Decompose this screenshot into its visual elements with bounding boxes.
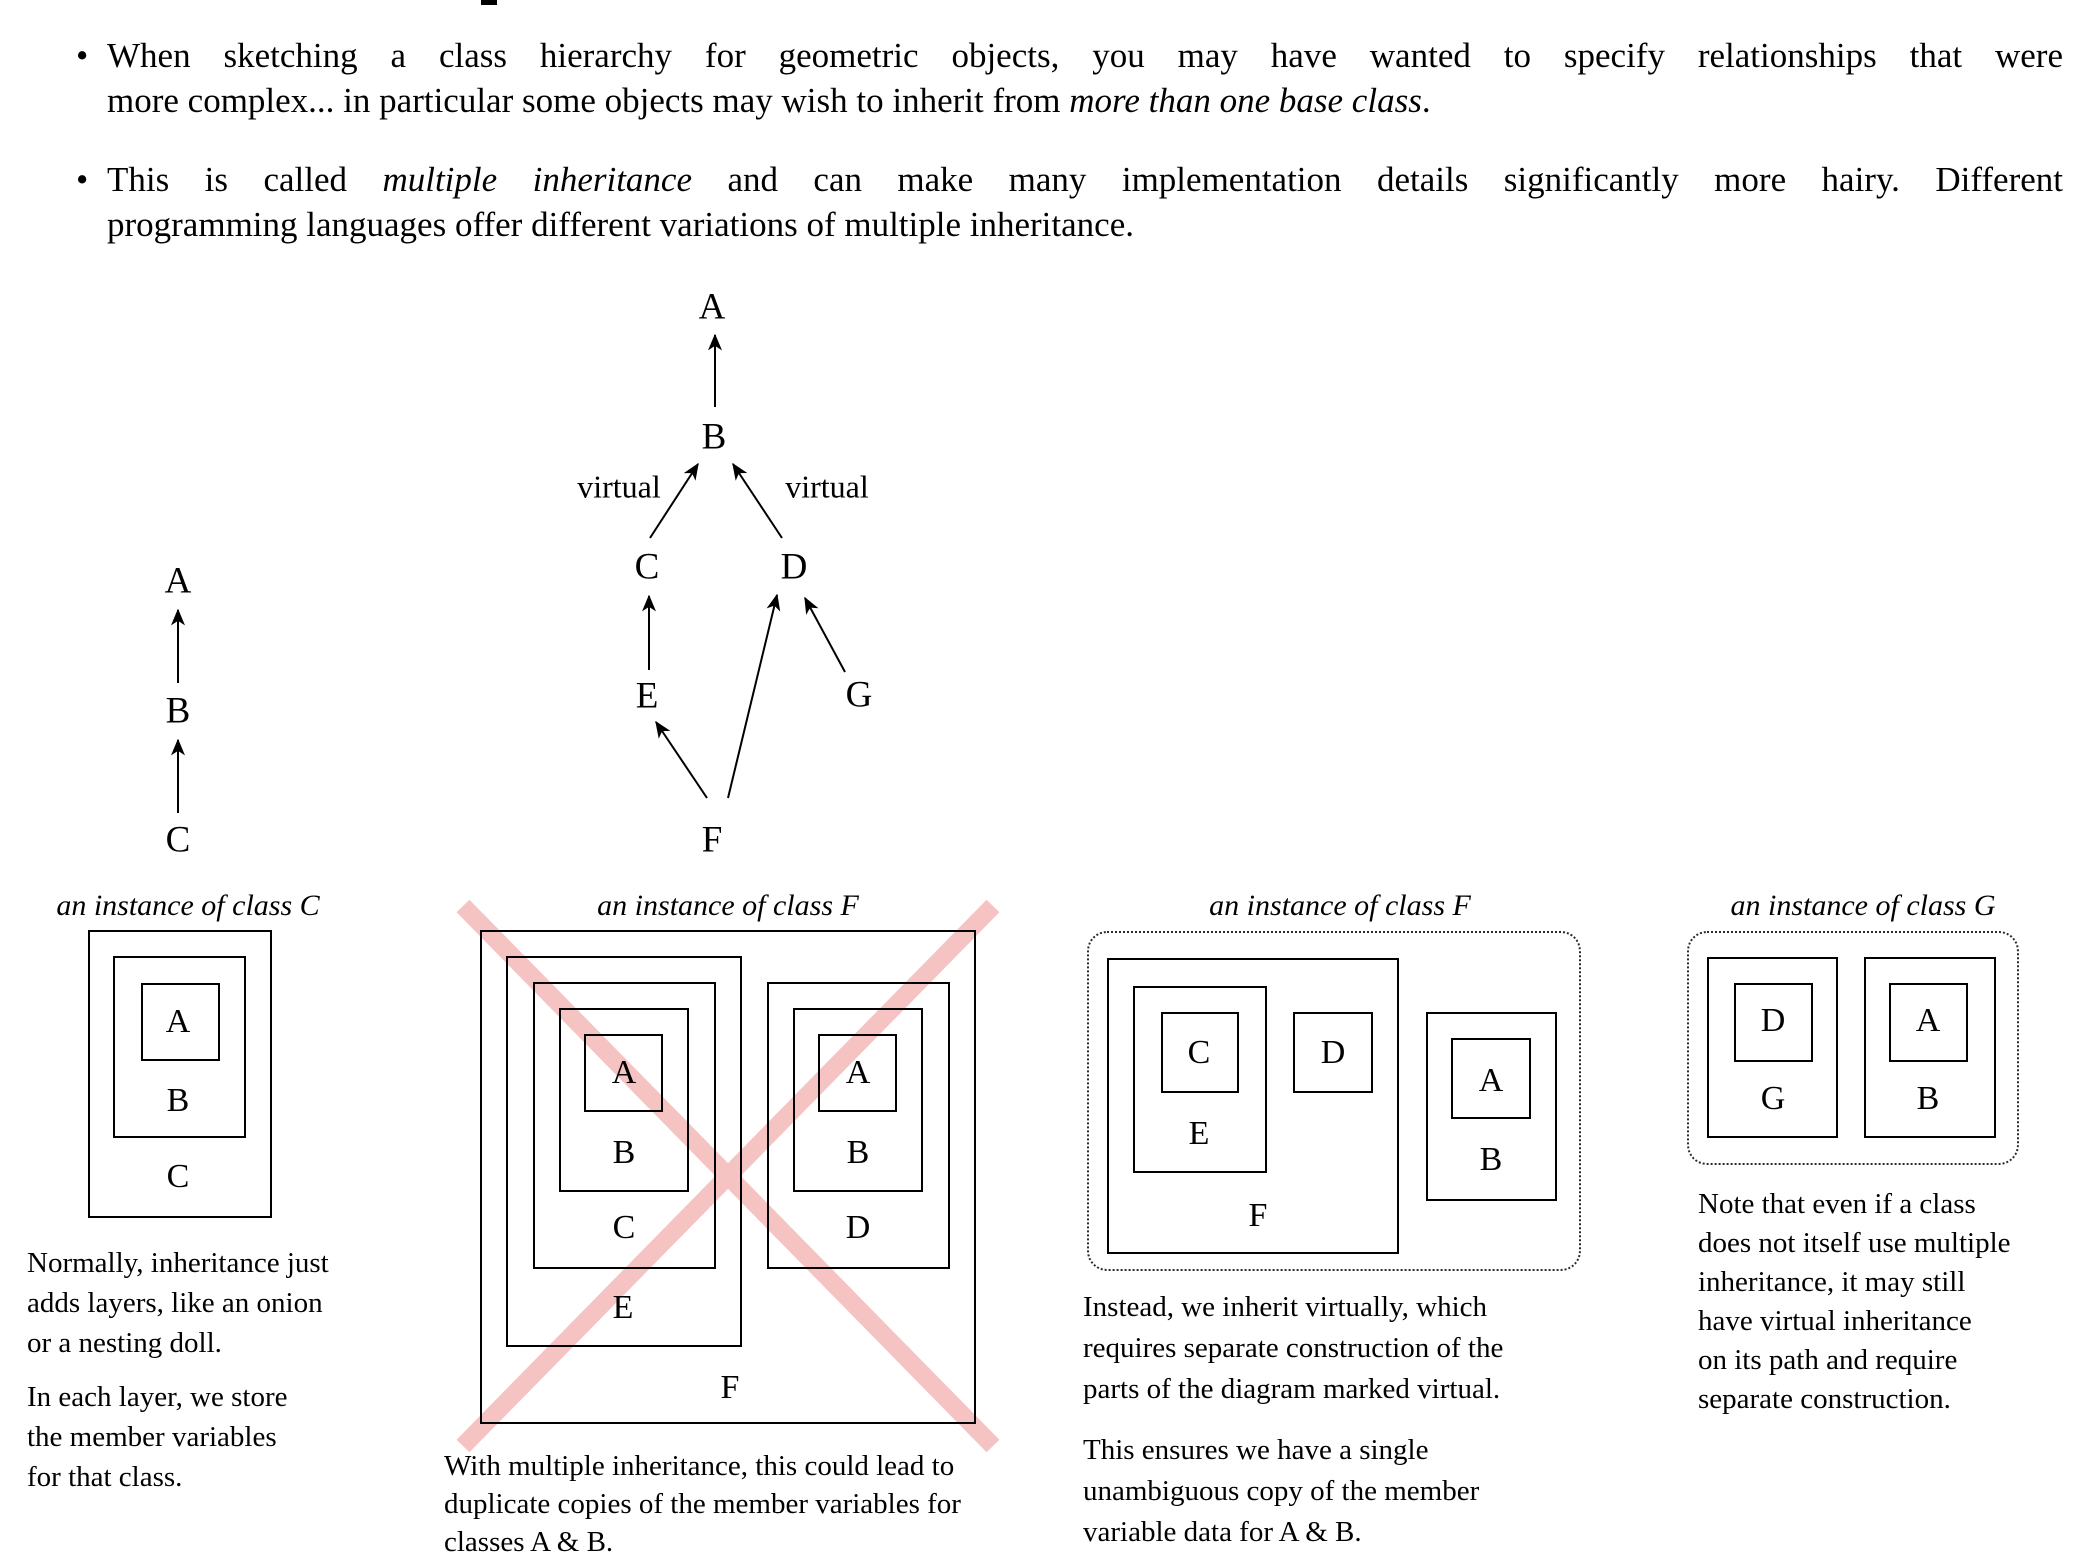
instance-f-dup-label-d: D [845, 1209, 871, 1246]
instance-g-title: an instance of class G [1730, 889, 1996, 922]
instance-f-dup-label-b2: B [846, 1134, 870, 1171]
bullet-1-emphasis: more than one base class [1069, 81, 1422, 120]
instance-f-virt-caption [1083, 1287, 1503, 1553]
hier-main-node-a: A [698, 286, 726, 328]
hier-main-node-b: B [701, 416, 727, 458]
bullet-1-line-1: When sketching a class hierarchy for geometric objects, you may have wanted to specify relationships that were [107, 36, 2063, 75]
hier-main-node-d: D [780, 546, 808, 588]
instance-g-caption-p1: Note that even if a class does not itself use multiple inheritance, it may still have virtual inheritance on its path and require separate construction. [1698, 1188, 2011, 1415]
cut-off-title-fragment [481, 0, 497, 5]
hier-main-node-g: G [845, 674, 873, 716]
instance-g-label-d: D [1760, 1002, 1786, 1039]
instance-c-label-c: C [166, 1158, 190, 1195]
bullet-1-marker: • [76, 36, 89, 75]
instance-f-dup-label-e: E [612, 1289, 634, 1326]
instance-f-dup-label-a1: A [611, 1054, 637, 1091]
bullet-1-line-2 [107, 78, 2063, 123]
instance-f-dup-title: an instance of class F [597, 889, 859, 922]
bullet-2-line-1-pre: This is called [107, 160, 383, 199]
instance-f-dup-label-f: F [720, 1369, 740, 1406]
hier-left-node-b: B [165, 690, 191, 732]
hier-left-node-a: A [164, 560, 192, 602]
virtual-label-left: virtual [577, 468, 661, 505]
instance-g-label-b: B [1916, 1080, 1940, 1117]
bullet-2-line-1-post: and can make many implementation details significantly more hairy. Different [692, 160, 2063, 199]
instance-f-dup-caption-p1: With multiple inheritance, this could lead to duplicate copies of the member variables for classes A & B. [444, 1450, 961, 1558]
instance-f-virt-label-e: E [1188, 1115, 1210, 1152]
instance-f-dup-caption [444, 1447, 961, 1561]
hier-left-node-c: C [165, 819, 191, 861]
instance-f-virt-label-b: B [1479, 1141, 1503, 1178]
arrow-d-to-b [733, 464, 782, 538]
virtual-label-right: virtual [785, 468, 869, 505]
instance-f-virt-label-f: F [1248, 1197, 1268, 1234]
bullet-2 [107, 157, 2063, 247]
bullet-1-line-2-period: . [1421, 81, 1431, 120]
hier-main-node-f: F [701, 819, 723, 861]
arrow-f-to-d [728, 595, 777, 798]
hier-main-node-c: C [634, 546, 660, 588]
bullet-1 [107, 33, 2063, 123]
instance-f-dup-label-c: C [612, 1209, 636, 1246]
instance-f-virt-title: an instance of class F [1209, 889, 1471, 922]
arrow-g-to-d [805, 598, 845, 672]
instance-g-label-a: A [1915, 1002, 1941, 1039]
bullet-2-marker: • [76, 160, 89, 199]
instance-f-virt-label-c: C [1187, 1034, 1211, 1071]
instance-f-dup-label-a2: A [845, 1054, 871, 1091]
instance-f-virt-label-a: A [1478, 1062, 1504, 1099]
bullet-2-line-1 [107, 157, 2063, 202]
instance-g-caption [1698, 1185, 2011, 1419]
instance-f-virt-label-d: D [1320, 1034, 1346, 1071]
instance-c-label-b: B [166, 1082, 190, 1119]
instance-f-virt-caption-p2: This ensures we have a single unambiguous copy of the member variable data for A & B. [1083, 1434, 1480, 1548]
instance-f-dup-label-b1: B [612, 1134, 636, 1171]
bullet-2-line-2: programming languages offer different variations of multiple inheritance. [107, 205, 1134, 244]
instance-c-caption-p1: Normally, inheritance just adds layers, like an onion or a nesting doll. [27, 1247, 329, 1359]
instance-f-virt-caption-p1: Instead, we inherit virtually, which requires separate construction of the parts of the diagram marked virtual. [1083, 1291, 1504, 1405]
instance-c-label-a: A [165, 1003, 191, 1040]
bullet-1-line-2-text: more complex... in particular some objects may wish to inherit from [107, 81, 1070, 120]
inheritance-arrows [178, 335, 845, 813]
hier-main-node-e: E [635, 675, 659, 717]
instance-c-title: an instance of class C [56, 889, 320, 922]
instance-c-caption-p2: In each layer, we store the member variables for that class. [27, 1381, 288, 1493]
instance-c-caption [27, 1243, 329, 1497]
bullet-2-emphasis: multiple inheritance [382, 160, 692, 199]
arrow-f-to-e [656, 722, 707, 798]
instance-g-label-g: G [1760, 1080, 1786, 1117]
